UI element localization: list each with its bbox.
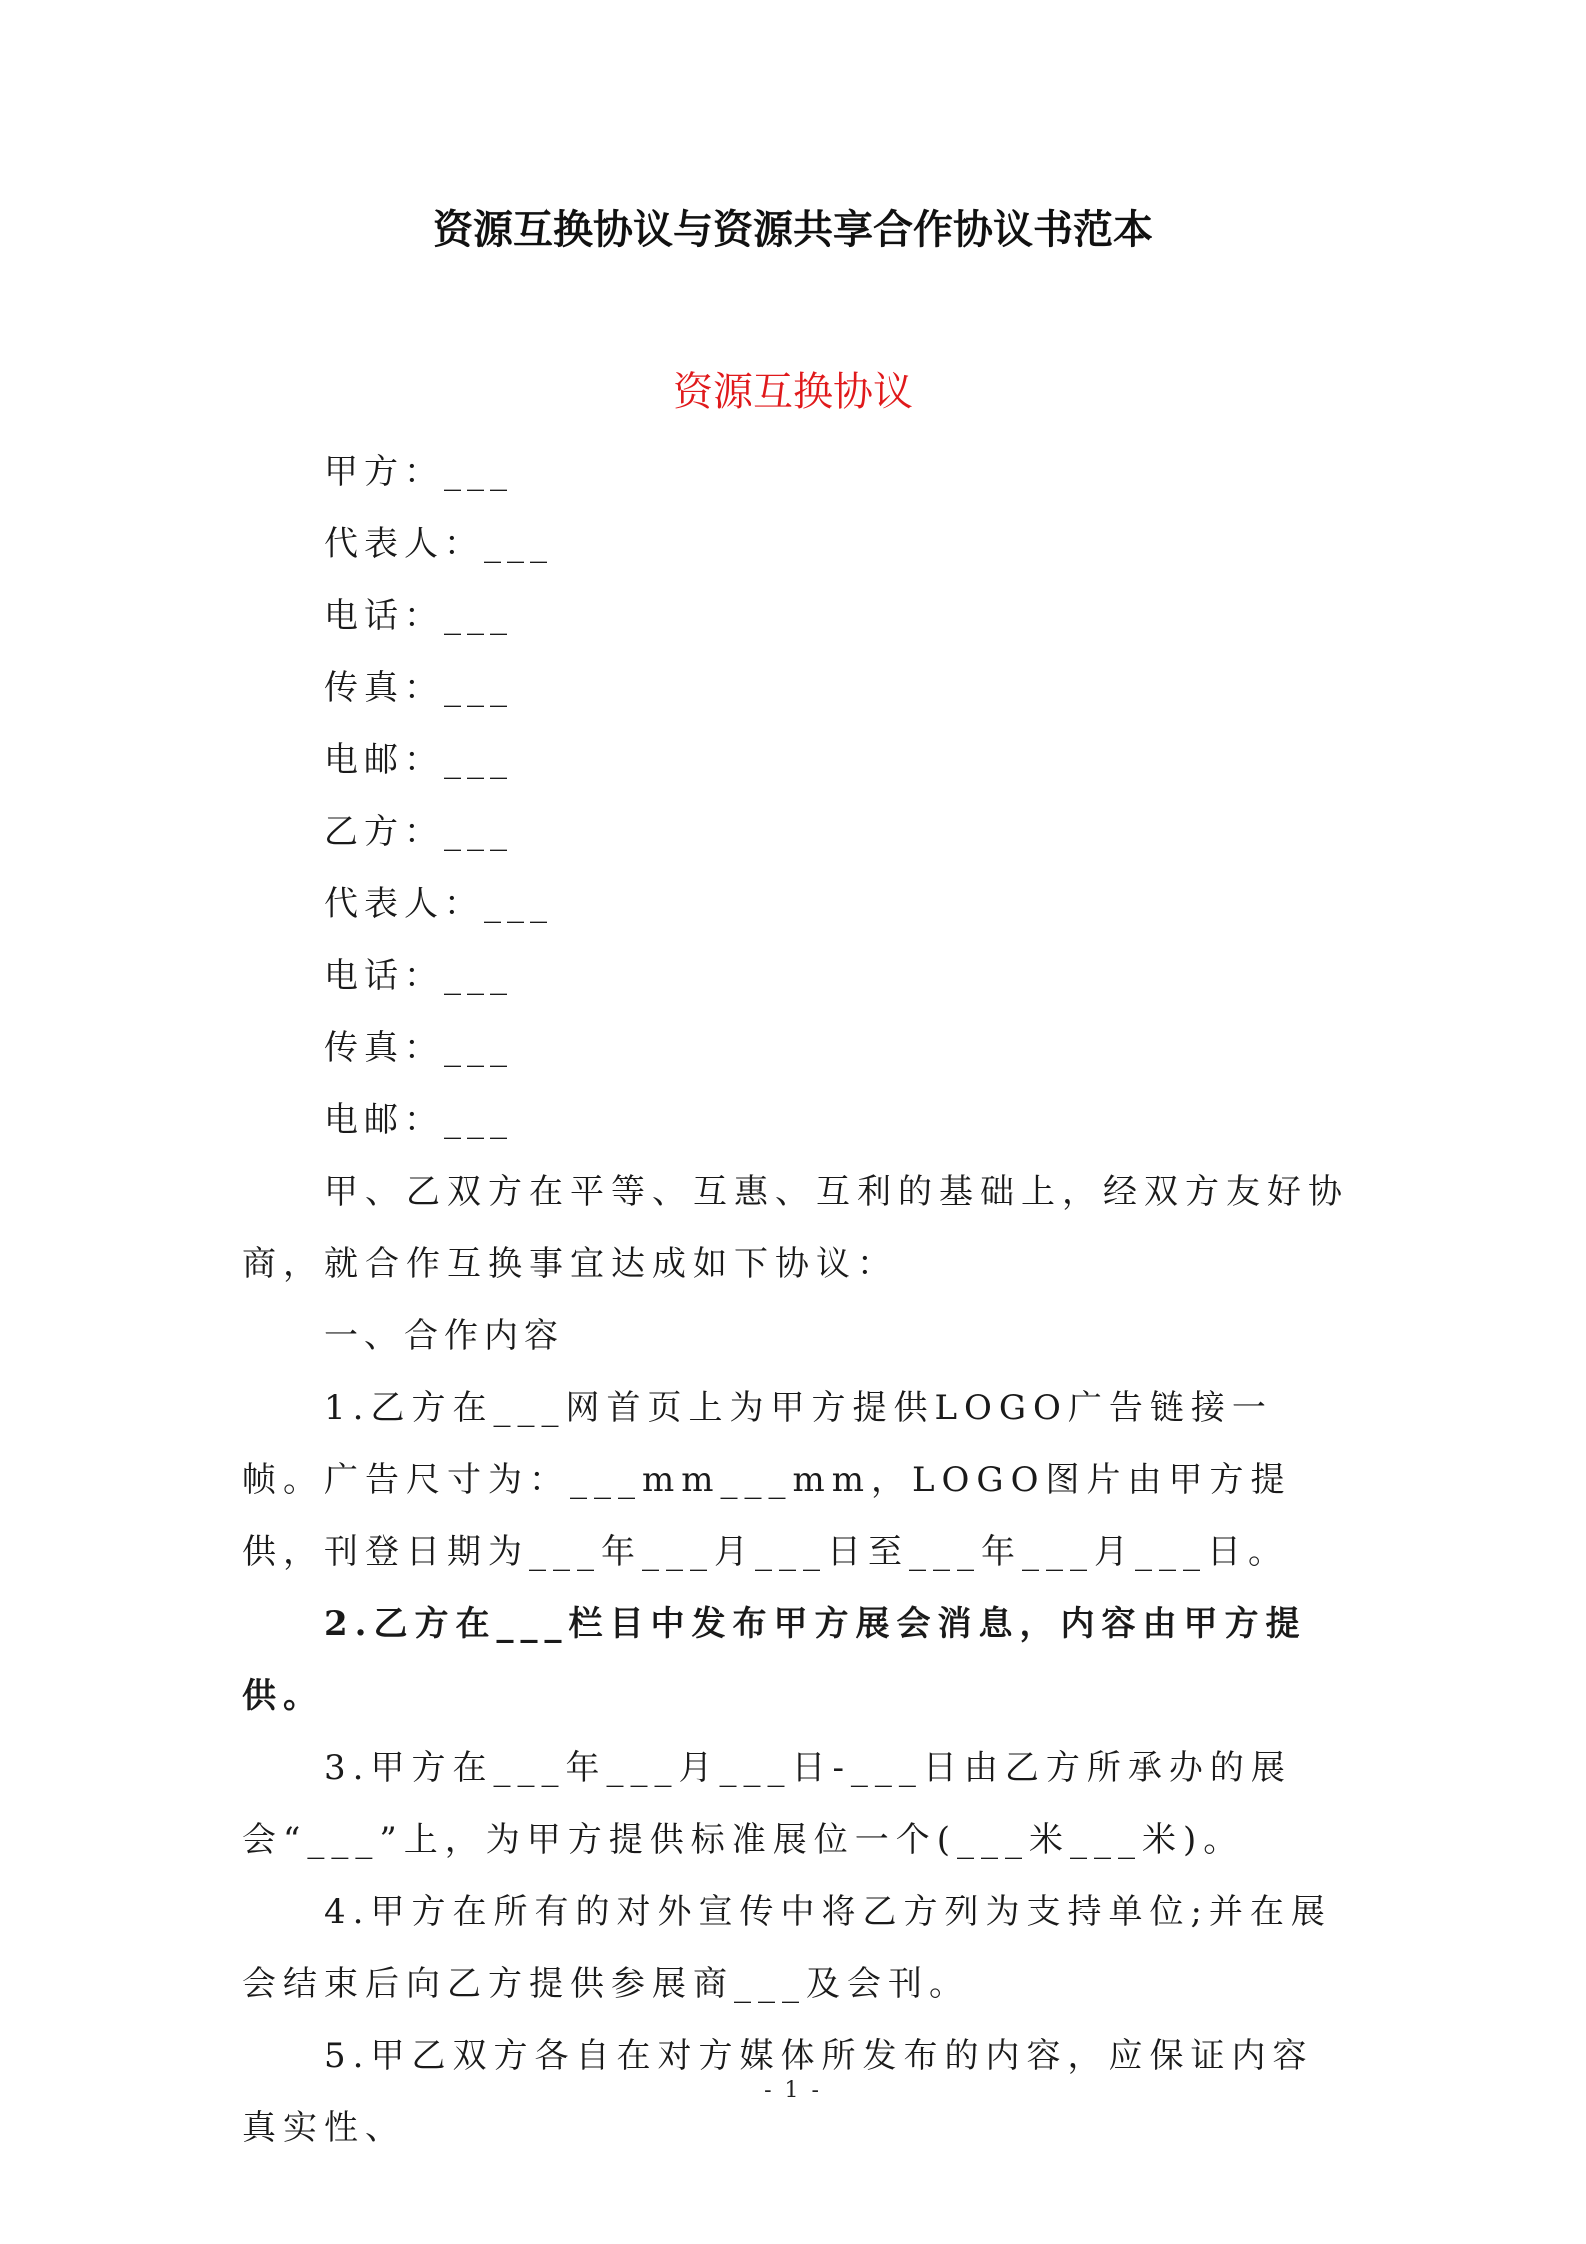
clause-4: 4.甲方在所有的对外宣传中将乙方列为支持单位;并在展会结束后向乙方提供参展商___及会刊。: [242, 1892, 1332, 2004]
party-b-representative-field: 代表人：___: [324, 884, 553, 924]
party-a-representative-field: 代表人：___: [324, 524, 553, 564]
clause-2: 2.乙方在___栏目中发布甲方展会消息，内容由甲方提供。: [242, 1604, 1307, 1716]
clause-5: 5.甲乙双方各自在对方媒体所发布的内容，应保证内容真实性、: [242, 2036, 1314, 2148]
clause-3: 3.甲方在___年___月___日-___日由乙方所承办的展会“___”上，为甲方提供标准展位一个(___米___米)。: [242, 1748, 1292, 1860]
section-heading: 一、合作内容: [324, 1316, 564, 1356]
page-number: - 1 -: [764, 2078, 822, 2103]
party-a-phone-field: 电话：___: [324, 596, 513, 636]
party-a-fax-field: 传真：___: [324, 668, 513, 708]
party-a-field: 甲方：___: [324, 452, 513, 492]
party-b-fax-field: 传真：___: [324, 1028, 513, 1068]
party-a-email-field: 电邮：___: [324, 740, 513, 780]
intro-paragraph: 甲、乙双方在平等、互惠、互利的基础上，经双方友好协商，就合作互换事宜达成如下协议：: [242, 1172, 1349, 1284]
clause-1: 1.乙方在___网首页上为甲方提供LOGO广告链接一帧。广告尺寸为：___mm___mm，LOGO图片由甲方提供，刊登日期为___年___月___日至___年___月___日。: [242, 1388, 1292, 1572]
party-b-field: 乙方：___: [324, 812, 513, 852]
party-b-phone-field: 电话：___: [324, 956, 513, 996]
document-body: [242, 436, 1352, 2164]
document-title: 资源互换协议与资源共享合作协议书范本: [433, 207, 1153, 253]
agreement-subtitle: 资源互换协议: [673, 369, 913, 415]
party-b-email-field: 电邮：___: [324, 1100, 513, 1140]
